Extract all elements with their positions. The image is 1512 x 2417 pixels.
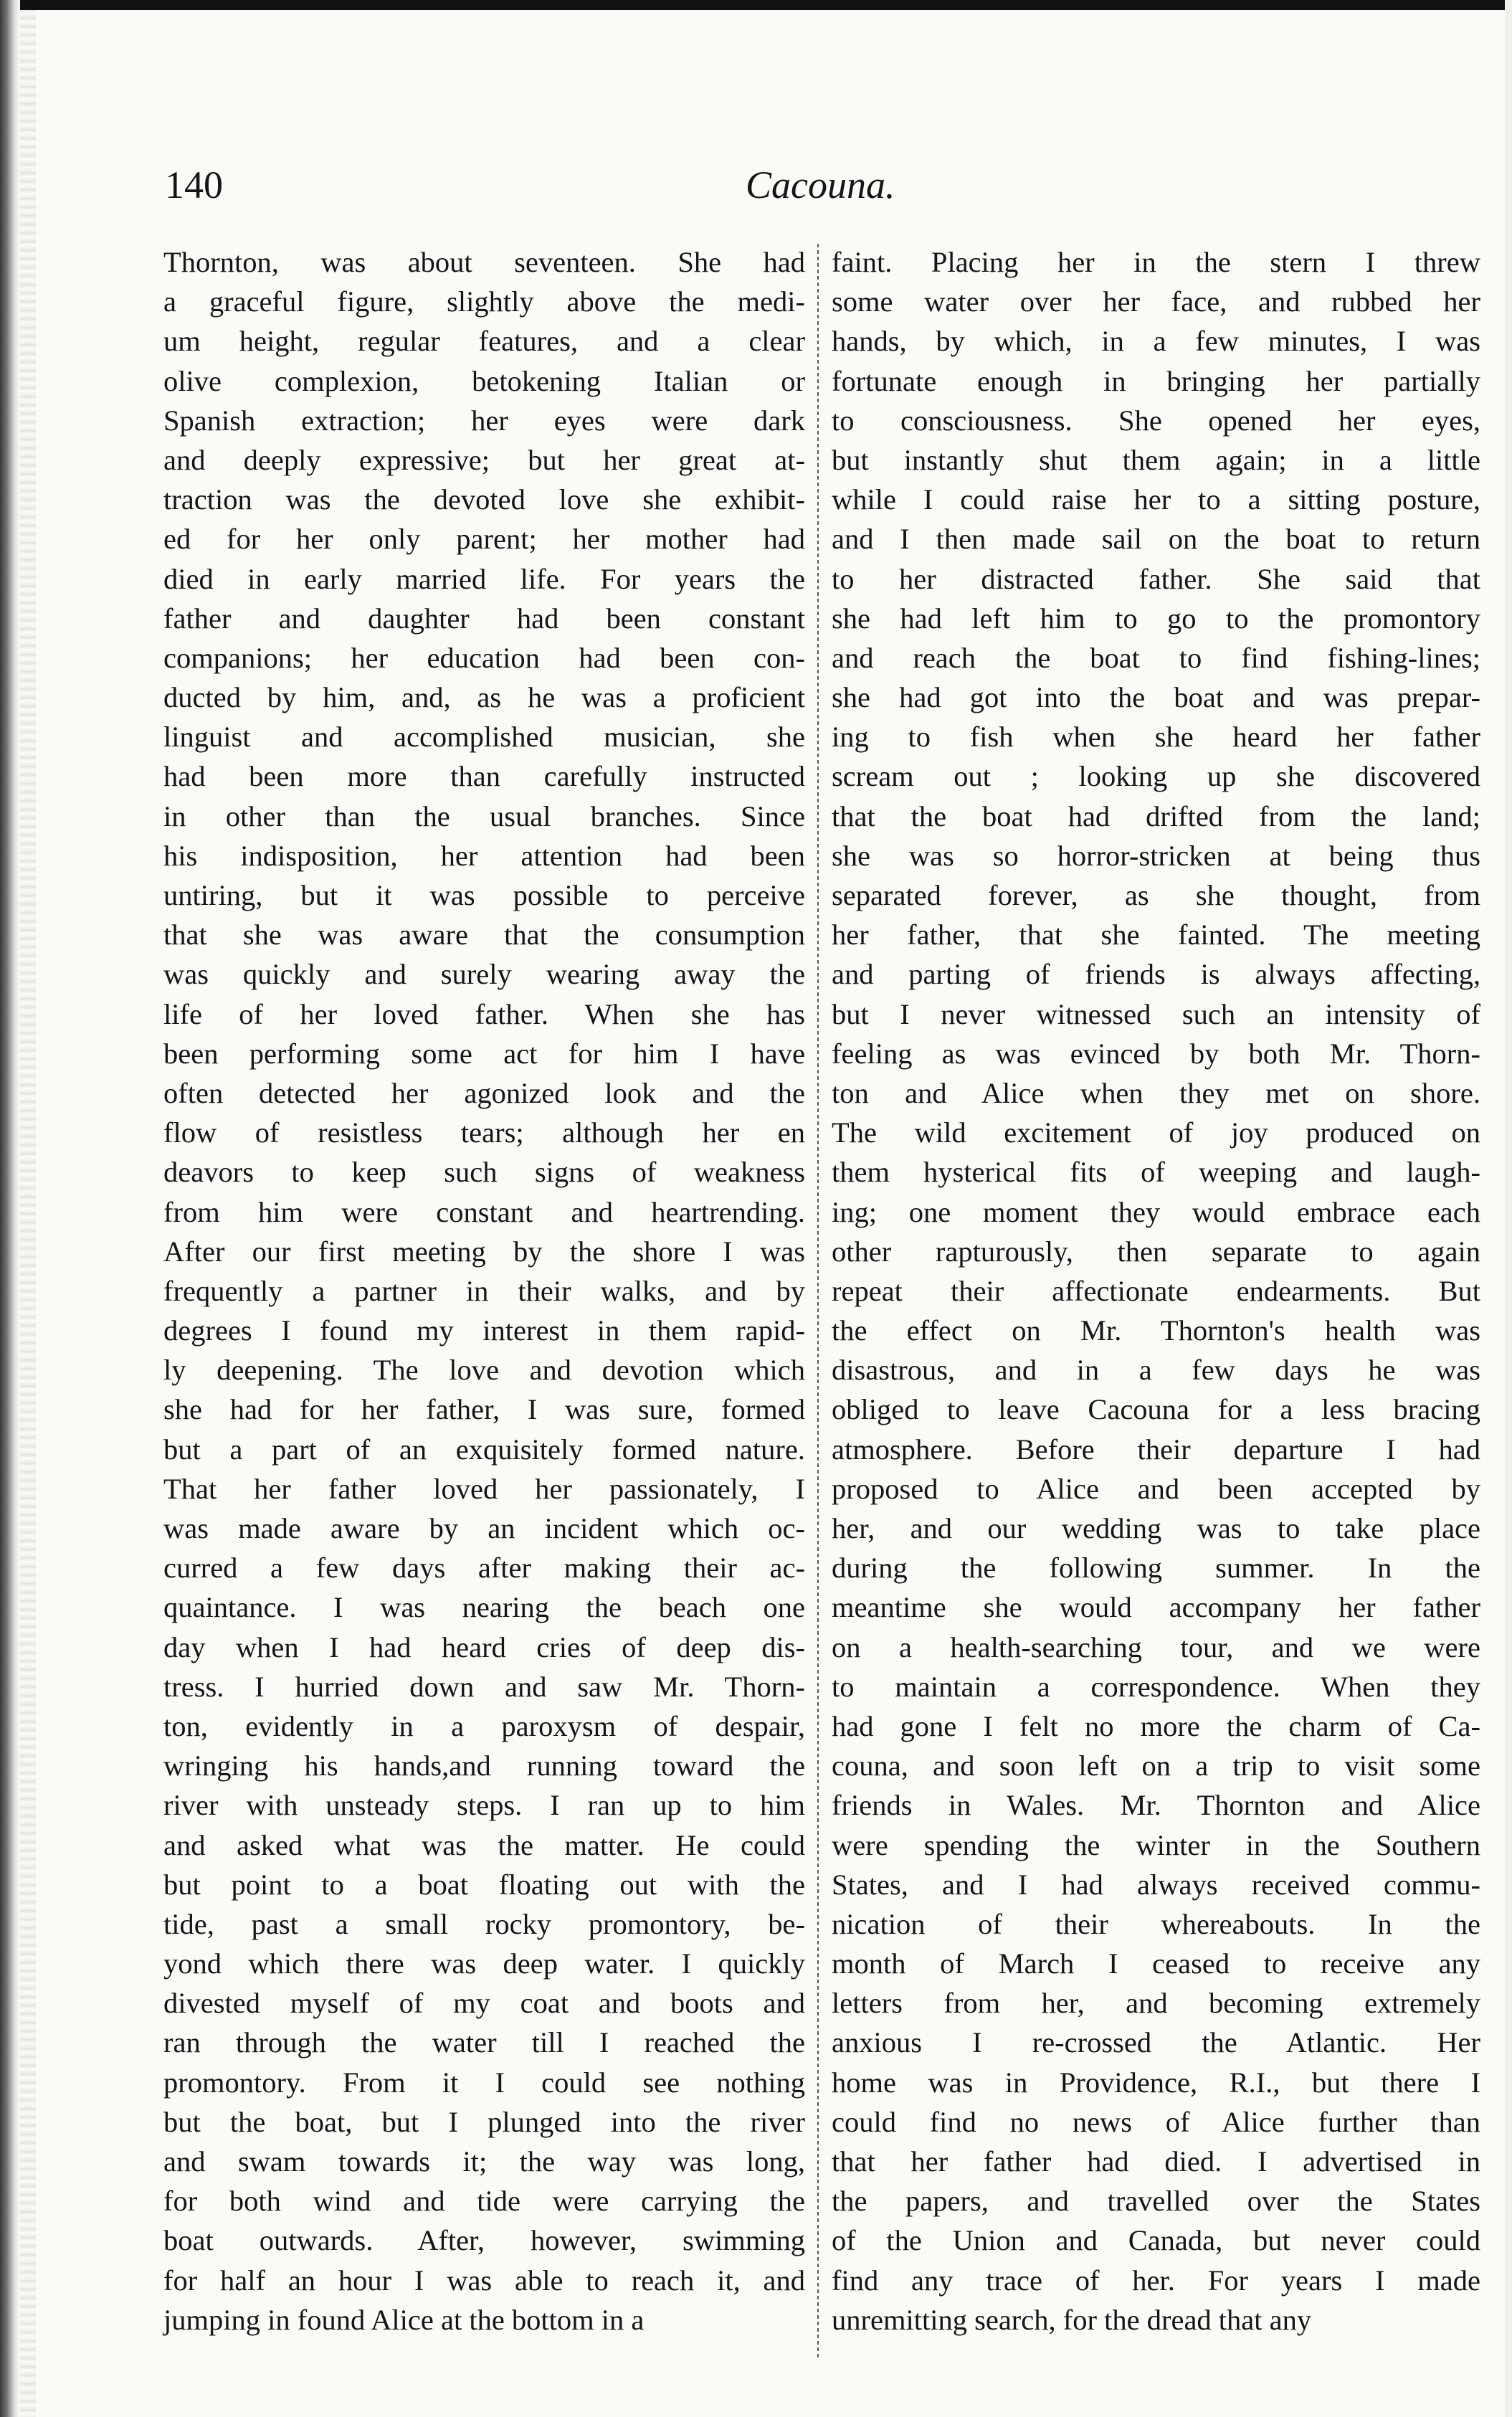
- text-line: that the boat had drifted from the land;: [832, 799, 1480, 832]
- text-line: his indisposition, her attention had been: [163, 839, 805, 872]
- text-line: ing; one moment they would embrace each: [832, 1195, 1480, 1228]
- text-line: fortunate enough in bringing her partially: [832, 364, 1480, 397]
- text-line: a graceful figure, slightly above the medi-: [163, 285, 805, 318]
- text-line: tide, past a small rocky promontory, be-: [163, 1907, 805, 1940]
- text-line: ton, evidently in a paroxysm of despair,: [163, 1709, 805, 1742]
- text-line: promontory. From it I could see nothing: [163, 2066, 805, 2099]
- text-line: ducted by him, and, as he was a proficient: [163, 681, 805, 714]
- text-line: other rapturously, then separate to again: [832, 1235, 1480, 1268]
- text-line: been performing some act for him I have: [163, 1037, 805, 1070]
- text-line: that she was aware that the consumption: [163, 918, 805, 951]
- page-right-edge: [1505, 0, 1512, 2417]
- text-line: States, and I had always received commu-: [832, 1868, 1480, 1901]
- text-line: father and daughter had been constant: [163, 602, 805, 635]
- text-line: traction was the devoted love she exhibit-: [163, 483, 805, 516]
- text-line: After our first meeting by the shore I was: [163, 1235, 805, 1268]
- column-divider: [817, 244, 819, 2359]
- text-line: anxious I re-crossed the Atlantic. Her: [832, 2026, 1480, 2059]
- text-line: The wild excitement of joy produced on: [832, 1116, 1480, 1149]
- text-line: to maintain a correspondence. When they: [832, 1670, 1480, 1703]
- text-line: ton and Alice when they met on shore.: [832, 1076, 1480, 1109]
- page-number: 140: [165, 163, 223, 206]
- text-line: while I could raise her to a sitting posture,: [832, 483, 1480, 516]
- text-line: Thornton, was about seventeen. She had: [163, 246, 805, 278]
- binding-edge-shadow: [0, 0, 20, 2417]
- text-line: companions; her education had been con-: [163, 641, 805, 674]
- text-line: separated forever, as she thought, from: [832, 879, 1480, 911]
- text-line: and I then made sail on the boat to return: [832, 523, 1480, 556]
- text-column-right: [832, 242, 1480, 2340]
- text-line: was made aware by an incident which oc-: [163, 1512, 805, 1544]
- text-line: boat outwards. After, however, swimming: [163, 2224, 805, 2257]
- text-line: she had for her father, I was sure, formed: [163, 1393, 805, 1426]
- text-line: had gone I felt no more the charm of Ca-: [832, 1709, 1480, 1742]
- text-line: olive complexion, betokening Italian or: [163, 364, 805, 397]
- text-line: to her distracted father. She said that: [832, 562, 1480, 595]
- text-line: meantime she would accompany her father: [832, 1591, 1480, 1624]
- text-line: to consciousness. She opened her eyes,: [832, 404, 1480, 437]
- text-column-left: [163, 242, 805, 2340]
- text-line: on a health-searching tour, and we were: [832, 1630, 1480, 1663]
- text-line: from him were constant and heartrending.: [163, 1195, 805, 1228]
- text-line: her, and our wedding was to take place: [832, 1512, 1480, 1544]
- text-line: couna, and soon left on a trip to visit some: [832, 1749, 1480, 1782]
- text-line: ly deepening. The love and devotion which: [163, 1354, 805, 1387]
- page-top-border: [0, 0, 1512, 10]
- text-line: but instantly shut them again; in a little: [832, 443, 1480, 476]
- text-line: jumping in found Alice at the bottom in a: [163, 2303, 645, 2336]
- binding-edge-texture: [20, 0, 36, 2417]
- text-line: and swam towards it; the way was long,: [163, 2145, 805, 2178]
- text-line: life of her loved father. When she has: [163, 997, 805, 1030]
- text-line: That her father loved her passionately, I: [163, 1472, 805, 1505]
- text-line: month of March I ceased to receive any: [832, 1947, 1480, 1980]
- text-line: her father, that she fainted. The meeting: [832, 918, 1480, 951]
- text-line: find any trace of her. For years I made: [832, 2264, 1480, 2297]
- text-line: obliged to leave Cacouna for a less bracing: [832, 1393, 1480, 1426]
- text-line: faint. Placing her in the stern I threw: [832, 246, 1480, 278]
- text-line: was quickly and surely wearing away the: [163, 958, 805, 991]
- text-line: feeling as was evinced by both Mr. Thorn-: [832, 1037, 1480, 1070]
- text-line: for both wind and tide were carrying the: [163, 2185, 805, 2218]
- text-line: ed for her only parent; her mother had: [163, 523, 805, 556]
- text-line: Spanish extraction; her eyes were dark: [163, 404, 805, 437]
- text-line: letters from her, and becoming extremely: [832, 1987, 1480, 2020]
- text-line: in other than the usual branches. Since: [163, 799, 805, 832]
- text-line: divested myself of my coat and boots and: [163, 1987, 805, 2020]
- text-line: had been more than carefully instructed: [163, 760, 805, 793]
- text-line: yond which there was deep water. I quickly: [163, 1947, 805, 1980]
- text-line: repeat their affectionate endearments. But: [832, 1274, 1480, 1307]
- text-line: curred a few days after making their ac-: [163, 1552, 805, 1585]
- text-line: river with unsteady steps. I ran up to him: [163, 1789, 805, 1822]
- text-line: for half an hour I was able to reach it, and: [163, 2264, 805, 2297]
- text-line: home was in Providence, R.I., but there I: [832, 2066, 1480, 2099]
- text-line: died in early married life. For years the: [163, 562, 805, 595]
- text-line: could find no news of Alice further than: [832, 2105, 1480, 2138]
- text-line: untiring, but it was possible to perceive: [163, 879, 805, 911]
- text-line: ran through the water till I reached the: [163, 2026, 805, 2059]
- text-line: and deeply expressive; but her great at-: [163, 443, 805, 476]
- text-line: but a part of an exquisitely formed nature.: [163, 1433, 805, 1466]
- text-line: tress. I hurried down and saw Mr. Thorn-: [163, 1670, 805, 1703]
- text-line: unremitting search, for the dread that any: [832, 2303, 1312, 2336]
- page-header: [165, 163, 1477, 214]
- text-line: flow of resistless tears; although her en: [163, 1116, 805, 1149]
- text-line: quaintance. I was nearing the beach one: [163, 1591, 805, 1624]
- text-line: that her father had died. I advertised in: [832, 2145, 1480, 2178]
- text-line: she was so horror-stricken at being thus: [832, 839, 1480, 872]
- text-line: but point to a boat floating out with the: [163, 1868, 805, 1901]
- text-line: the papers, and travelled over the States: [832, 2185, 1480, 2218]
- text-line: but the boat, but I plunged into the river: [163, 2105, 805, 2138]
- text-line: atmosphere. Before their departure I had: [832, 1433, 1480, 1466]
- running-title: Cacouna.: [746, 163, 895, 206]
- text-line: nication of their whereabouts. In the: [832, 1907, 1480, 1940]
- text-line: linguist and accomplished musician, she: [163, 721, 805, 754]
- text-line: wringing his hands,and running toward the: [163, 1749, 805, 1782]
- text-line: of the Union and Canada, but never could: [832, 2224, 1480, 2257]
- text-line: scream out ; looking up she discovered: [832, 760, 1480, 793]
- text-line: often detected her agonized look and the: [163, 1076, 805, 1109]
- text-line: and reach the boat to find fishing-lines;: [832, 641, 1480, 674]
- text-line: she had left him to go to the promontory: [832, 602, 1480, 635]
- text-line: but I never witnessed such an intensity of: [832, 997, 1480, 1030]
- text-line: she had got into the boat and was prepar-: [832, 681, 1480, 714]
- text-line: hands, by which, in a few minutes, I was: [832, 325, 1480, 358]
- text-line: the effect on Mr. Thornton's health was: [832, 1314, 1480, 1347]
- text-line: during the following summer. In the: [832, 1552, 1480, 1585]
- text-line: ing to fish when she heard her father: [832, 721, 1480, 754]
- text-line: them hysterical fits of weeping and laugh-: [832, 1156, 1480, 1189]
- text-line: frequently a partner in their walks, and by: [163, 1274, 805, 1307]
- text-line: disastrous, and in a few days he was: [832, 1354, 1480, 1387]
- text-line: some water over her face, and rubbed her: [832, 285, 1480, 318]
- text-line: and asked what was the matter. He could: [163, 1828, 805, 1861]
- text-line: day when I had heard cries of deep dis-: [163, 1630, 805, 1663]
- text-line: degrees I found my interest in them rapid-: [163, 1314, 805, 1347]
- text-line: um height, regular features, and a clear: [163, 325, 805, 358]
- text-line: friends in Wales. Mr. Thornton and Alice: [832, 1789, 1480, 1822]
- text-line: deavors to keep such signs of weakness: [163, 1156, 805, 1189]
- text-line: proposed to Alice and been accepted by: [832, 1472, 1480, 1505]
- text-line: were spending the winter in the Southern: [832, 1828, 1480, 1861]
- text-line: and parting of friends is always affecting,: [832, 958, 1480, 991]
